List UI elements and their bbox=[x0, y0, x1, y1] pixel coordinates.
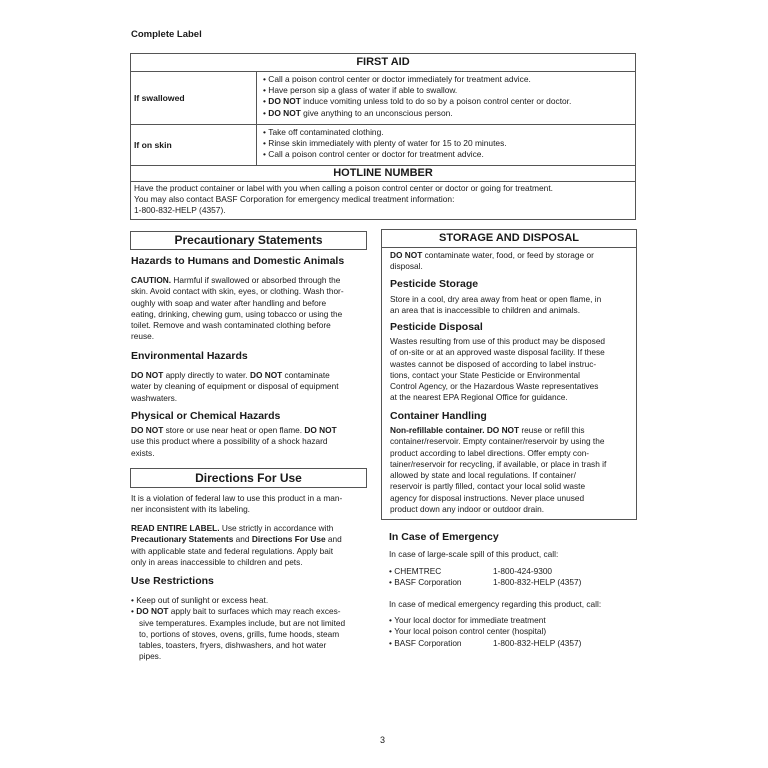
container-handling-text: Non-refillable container. DO NOT reuse or refill this container/reservoir. Empty container/reservoir by using the product according to label directions. Offer empty con- tainer/reservoir for recycling, if available, or place in trash if allowed by state and local regulations. If container/ reservoir is partly filled, contact your local solid waste agency for disposal instructions. Never place unused product down any indoor or outdoor drain. bbox=[390, 425, 607, 515]
use-restrictions-heading: Use Restrictions bbox=[131, 575, 214, 587]
list-item: • Call a poison control center or doctor immediately for treatment advice. bbox=[263, 74, 571, 85]
pesticide-disposal-text: Wastes resulting from use of this product may be disposed of on-site or at an approved waste disposal facility. If these wastes cannot be disposed of according to label instruc- tions, contact your State Pesticide or Environmental Control Agency, or the Hazardous Waste representatives at the nearest EPA Regional Office for guidance. bbox=[390, 336, 606, 403]
environmental-heading: Environmental Hazards bbox=[131, 350, 248, 362]
first-aid-box bbox=[130, 53, 636, 220]
container-handling-heading: Container Handling bbox=[390, 410, 487, 422]
list-item: • DO NOT induce vomiting unless told to do so by a poison control center or doctor. bbox=[263, 96, 571, 107]
list-item: • Take off contaminated clothing. bbox=[263, 127, 507, 138]
storage-title: STORAGE AND DISPOSAL bbox=[382, 230, 636, 248]
hotline-title: HOTLINE NUMBER bbox=[131, 166, 635, 182]
pesticide-storage-text: Store in a cool, dry area away from heat or open flame, in an area that is inaccessible to children and animals. bbox=[390, 294, 602, 316]
swallowed-list bbox=[257, 72, 571, 124]
swallowed-row bbox=[131, 72, 635, 125]
read-label-text: READ ENTIRE LABEL. Use strictly in accordance with Precautionary Statements and Directions For Use and with applicable state and federal regulations. Apply bait only in areas inaccessible to children and pets. bbox=[131, 523, 342, 567]
skin-label: If on skin bbox=[131, 125, 257, 165]
list-item: • BASF Corporation 1-800-832-HELP (4357) bbox=[389, 637, 582, 648]
swallowed-label: If swallowed bbox=[131, 72, 257, 124]
list-item: • DO NOT apply bait to surfaces which may reach exces- bbox=[131, 606, 371, 617]
page-label: Complete Label bbox=[131, 29, 202, 40]
list-item: • Rinse skin immediately with plenty of water for 15 to 20 minutes. bbox=[263, 138, 507, 149]
storage-intro: DO NOT contaminate water, food, or feed by storage or disposal. bbox=[390, 250, 594, 272]
spill-intro: In case of large-scale spill of this product, call: bbox=[389, 549, 559, 559]
directions-title: Directions For Use bbox=[130, 468, 367, 488]
list-item: • BASF Corporation 1-800-832-HELP (4357) bbox=[389, 577, 582, 588]
directions-intro: It is a violation of federal law to use this product in a man- ner inconsistent with its labeling. bbox=[131, 493, 343, 515]
caution-text: CAUTION. Harmful if swallowed or absorbed through the skin. Avoid contact with skin, eyes, or clothing. Wash thor- oughly with soap and water after handling and before eating, drinking, chewing gum, using tobacco or using the toilet. Remove and wash contaminated clothing before reuse. bbox=[131, 275, 344, 342]
list-item: • CHEMTREC 1-800-424-9300 bbox=[389, 566, 553, 576]
environmental-text: DO NOT apply directly to water. DO NOT contaminate water by cleaning of equipment or disposal of equipment washwaters. bbox=[131, 370, 339, 403]
list-item: • Keep out of sunlight or excess heat. bbox=[131, 595, 371, 606]
list-item: • Your local doctor for immediate treatment bbox=[389, 615, 546, 625]
physical-heading: Physical or Chemical Hazards bbox=[131, 410, 281, 422]
skin-row bbox=[131, 125, 635, 166]
hazards-heading: Hazards to Humans and Domestic Animals bbox=[131, 255, 345, 267]
spill-contacts bbox=[389, 566, 635, 589]
pesticide-storage-heading: Pesticide Storage bbox=[390, 278, 479, 290]
skin-list bbox=[257, 125, 507, 165]
first-aid-title: FIRST AID bbox=[131, 54, 635, 72]
precautionary-title: Precautionary Statements bbox=[130, 231, 367, 250]
pesticide-disposal-heading: Pesticide Disposal bbox=[390, 321, 483, 333]
medical-intro: In case of medical emergency regarding this product, call: bbox=[389, 599, 602, 609]
physical-text: DO NOT store or use near heat or open flame. DO NOT use this product where a possibility of a shock hazard exists. bbox=[131, 425, 337, 458]
list-item: • DO NOT give anything to an unconscious person. bbox=[263, 108, 571, 119]
medical-contacts bbox=[389, 615, 635, 649]
page-number: 3 bbox=[380, 735, 386, 745]
restrictions-list: • Keep out of sunlight or excess heat. • DO NOT apply bait to surfaces which may reach exces- sive temperatures. Examples include, but are not limited to, portions of stoves, ovens, grills, fume hoods, steam tables, toasters, fryers, dishwashers, and hot water pipes. bbox=[131, 595, 371, 663]
list-item: • Your local poison control center (hospital) bbox=[389, 626, 547, 637]
emergency-heading: In Case of Emergency bbox=[389, 531, 499, 543]
list-item: • Call a poison control center or doctor for treatment advice. bbox=[263, 149, 507, 160]
hotline-text: Have the product container or label with you when calling a poison control center or doctor or going for treatment. You may also contact BASF Corporation for emergency medical treatment information: 1-800-832-HELP (4357). bbox=[134, 183, 553, 216]
list-item: • Have person sip a glass of water if able to swallow. bbox=[263, 85, 571, 96]
